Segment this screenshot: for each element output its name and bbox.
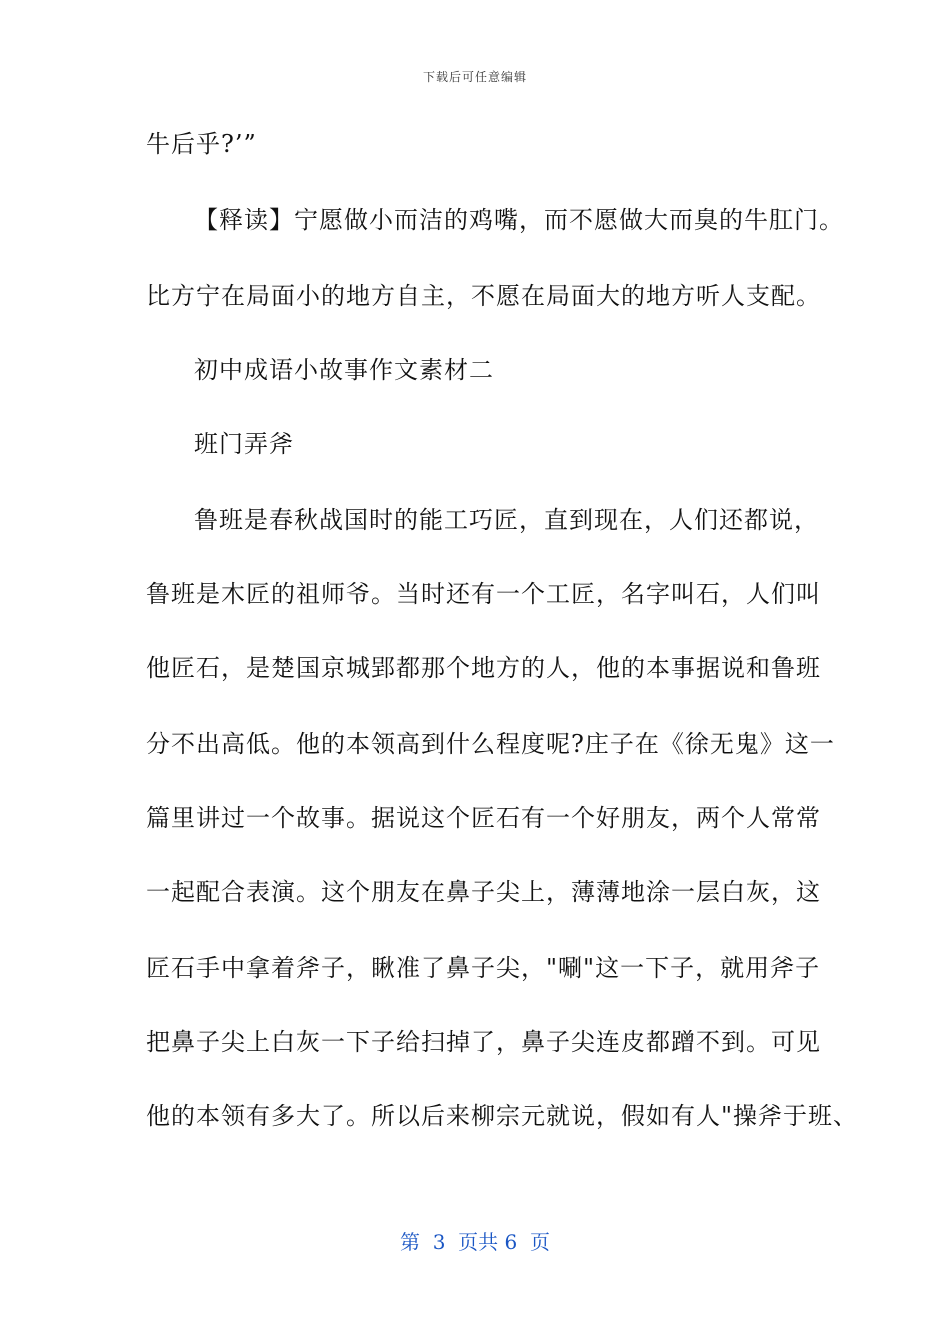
body-line: 牛后乎?’” — [146, 130, 257, 158]
body-line: 比方宁在局面小的地方自主，不愿在局面大的地方听人支配。 — [146, 282, 821, 310]
body-line: 【释读】宁愿做小而洁的鸡嘴，而不愿做大而臭的牛肛门。 — [194, 206, 844, 234]
body-line: 把鼻子尖上白灰一下子给扫掉了，鼻子尖连皮都蹭不到。可见 — [146, 1028, 821, 1056]
body-line: 分不出高低。他的本领高到什么程度呢?庄子在《徐无鬼》这一 — [146, 730, 835, 758]
body-line: 他的本领有多大了。所以后来柳宗元就说，假如有人"操斧于班、 — [146, 1102, 859, 1130]
body-line: 鲁班是木匠的祖师爷。当时还有一个工匠，名字叫石，人们叫 — [146, 580, 821, 608]
page-header-note: 下载后可任意编辑 — [422, 70, 527, 84]
body-line: 篇里讲过一个故事。据说这个匠石有一个好朋友，两个人常常 — [146, 804, 821, 832]
story-title: 班门弄斧 — [194, 430, 294, 458]
body-line: 匠石手中拿着斧子，瞅准了鼻子尖，"唰"这一下子，就用斧子 — [146, 954, 821, 982]
body-line: 鲁班是春秋战国时的能工巧匠，直到现在，人们还都说， — [194, 506, 819, 534]
page-number: 第 3 页共 6 页 — [400, 1230, 550, 1254]
body-line: 他匠石，是楚国京城郢都那个地方的人，他的本事据说和鲁班 — [146, 654, 821, 682]
section-heading: 初中成语小故事作文素材二 — [194, 356, 494, 384]
body-line: 一起配合表演。这个朋友在鼻子尖上，薄薄地涂一层白灰，这 — [146, 878, 821, 906]
